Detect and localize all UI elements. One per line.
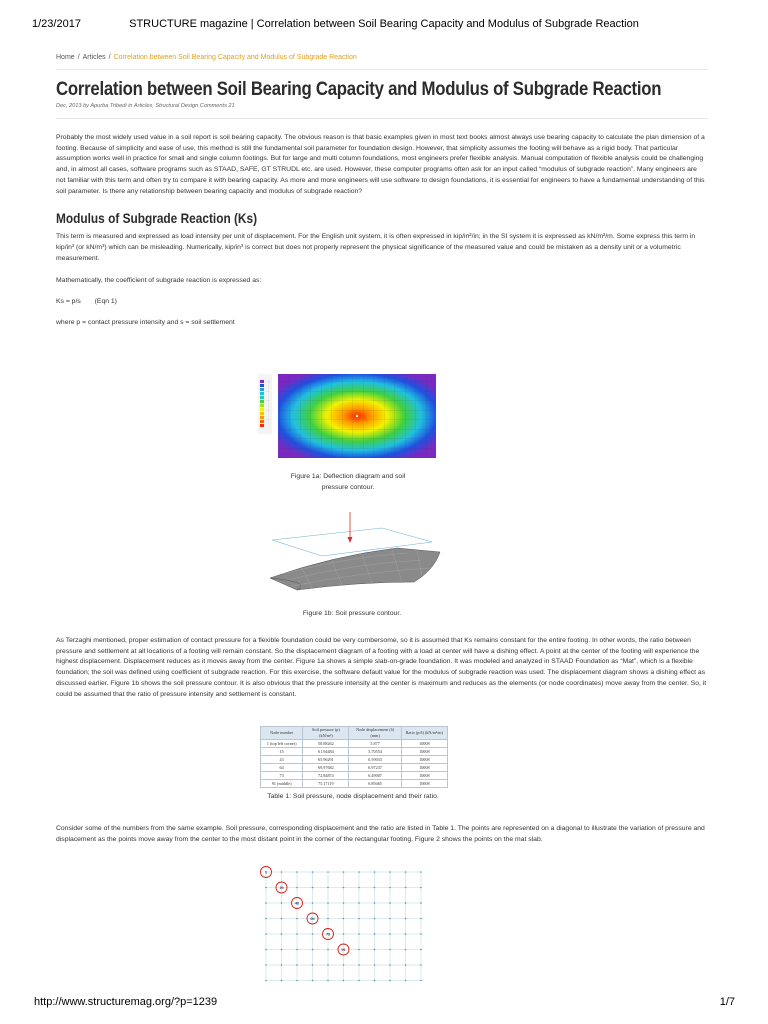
grid-node-dot xyxy=(358,918,360,920)
equation-expression: Ks = p/s xyxy=(56,298,81,306)
meta-in: in xyxy=(128,103,133,109)
numbers-paragraph: Consider some of the numbers from the same example. Soil pressure, corresponding displacement and the ratio are listed in Table 1. The points are represented on a diagonal to illustrate the variation of pressure and displacement as the points move away from the center to the most distant point in the corner of the rectangular footing. Figure 2 shows the points on the mat slab. xyxy=(56,825,705,843)
grid-node-dot xyxy=(405,918,407,920)
grid-node-dot xyxy=(374,980,376,982)
article-meta xyxy=(56,103,708,113)
grid-node-dot xyxy=(405,949,407,951)
grid-node-dot xyxy=(265,933,267,935)
grid-node-dot xyxy=(389,887,391,889)
node-label: 64 xyxy=(310,916,315,921)
table-cell: 10008 xyxy=(401,756,447,764)
grid-node-dot xyxy=(312,887,314,889)
grid-node-dot xyxy=(389,918,391,920)
node-label: 73 xyxy=(325,931,331,937)
table-cell: 10008 xyxy=(401,772,447,780)
grid-node-dot xyxy=(327,964,329,966)
print-page-number: 1/7 xyxy=(719,996,735,1008)
grid-node-dot xyxy=(312,949,314,951)
table-cell: 10008 xyxy=(401,764,447,772)
breadcrumb-separator: / xyxy=(108,54,111,61)
print-header xyxy=(0,18,768,32)
table-1 xyxy=(260,726,448,788)
math-intro-paragraph: Mathematically, the coefficient of subgrade reaction is expressed as: xyxy=(56,277,262,285)
table-1-caption: Table 1: Soil pressure, node displacement and their ratio. xyxy=(267,793,439,800)
grid-node-dot xyxy=(405,871,407,873)
grid-node-dot xyxy=(358,871,360,873)
grid-node-dot xyxy=(296,918,298,920)
table-cell: 10008 xyxy=(401,740,447,748)
grid-node-dot xyxy=(281,871,283,873)
grid-node-dot xyxy=(374,871,376,873)
grid-node-dot xyxy=(358,887,360,889)
grid-node-dot xyxy=(420,871,422,873)
grid-node-dot xyxy=(358,949,360,951)
grid-node-dot xyxy=(265,949,267,951)
grid-node-dot xyxy=(374,933,376,935)
grid-node-dot xyxy=(327,918,329,920)
article-date: Dec, 2013 xyxy=(56,103,82,109)
units-paragraph: This term is measured and expressed as load intensity per unit of displacement. For the English unit system, it is often expressed in kip/in²/in; in the SI system it is expressed as kN/m²/m. Some express this term in kip/in³ (or kN/m³) which can be misleading. Numerically, kip/in³ is correct but does not properly represent the physical significance of the measured value and could be mistaken as a density unit or a volumetric measurement. xyxy=(56,233,696,262)
figure-1a xyxy=(258,372,438,493)
figure-1a-caption: Figure 1a: Deflection diagram and soil pressure contour. xyxy=(290,473,406,491)
grid-node-dot xyxy=(374,964,376,966)
grid-node-dot xyxy=(374,918,376,920)
table-cell: 72.84874 xyxy=(303,772,349,780)
grid-node-dot xyxy=(265,887,267,889)
node-label: 1 xyxy=(264,869,268,875)
grid-node-dot xyxy=(312,902,314,904)
figure-2 xyxy=(258,866,438,988)
table-cell: 1 (top left corner) xyxy=(261,740,303,748)
table-cell: 43 xyxy=(261,756,303,764)
grid-node-dot xyxy=(358,902,360,904)
grid-node-dot xyxy=(389,902,391,904)
table-cell: 5.70554 xyxy=(349,748,401,756)
where-paragraph: where p = contact pressure intensity and s = soil settlement xyxy=(56,318,235,326)
equation-label: (Eqn 1) xyxy=(94,298,117,306)
breadcrumb xyxy=(56,52,708,64)
grid-node-dot xyxy=(343,980,345,982)
table-header-cell: Node number xyxy=(261,727,303,740)
grid-node-dot xyxy=(296,871,298,873)
table-row xyxy=(261,748,448,756)
grid-node-dot xyxy=(281,949,283,951)
grid-node-dot xyxy=(265,918,267,920)
grid-node-dot xyxy=(327,980,329,982)
table-cell: 61.94484 xyxy=(303,748,349,756)
grid-node-dot xyxy=(265,964,267,966)
grid-node-dot xyxy=(312,871,314,873)
grid-node-dot xyxy=(358,964,360,966)
article-categories-link[interactable]: Articles, Structural Design xyxy=(133,103,199,109)
grid-node-dot xyxy=(343,871,345,873)
article-title: Correlation between Soil Bearing Capacity and Modulus of Subgrade Reaction xyxy=(56,78,662,100)
grid-node-dot xyxy=(327,949,329,951)
table-cell: 73 xyxy=(261,772,303,780)
table-cell: 91 (middle) xyxy=(261,780,303,788)
table-cell: 58.88262 xyxy=(303,740,349,748)
grid-node-dot xyxy=(420,964,422,966)
grid-node-dot xyxy=(296,887,298,889)
node-label: 15 xyxy=(279,885,284,890)
table-cell: 75.17119 xyxy=(303,780,349,788)
grid-node-dot xyxy=(374,902,376,904)
grid-node-dot xyxy=(420,949,422,951)
grid-node-dot xyxy=(281,933,283,935)
grid-node-dot xyxy=(296,933,298,935)
grid-node-dot xyxy=(312,933,314,935)
grid-node-dot xyxy=(296,949,298,951)
article-comments-link[interactable]: Comments 21 xyxy=(199,103,235,109)
table-cell: 6.97237 xyxy=(349,764,401,772)
grid-node-dot xyxy=(327,887,329,889)
grid-node-dot xyxy=(265,980,267,982)
table-cell: 65.96291 xyxy=(303,756,349,764)
node-label: 43 xyxy=(294,900,300,906)
breadcrumb-articles-link[interactable]: Articles xyxy=(82,54,106,61)
print-date: 1/23/2017 xyxy=(32,18,81,30)
table-cell: 6.89465 xyxy=(349,780,401,788)
grid-node-dot xyxy=(281,918,283,920)
grid-node-dot xyxy=(389,949,391,951)
table-row xyxy=(261,740,448,748)
breadcrumb-home-link[interactable]: Home xyxy=(56,54,75,61)
table-header-cell: Ratio (p/δ) (kN/m²/m) xyxy=(401,727,447,740)
equation xyxy=(56,297,708,308)
terzaghi-paragraph: As Terzaghi mentioned, proper estimation of contact pressure for a flexible foundation could be very cumbersome, so it is assumed that Ks remains constant for the entire footing. In other words, the ratio between pressure and settlement at all locations of a footing will remain constant. So the displacement diagram of a footing with a load at center will have a dishing effect. A point at the center of the footing will experience the highest displacement. Displacement reduces as it moves away from the center. Figure 1a shows a simple slab-on-grade foundation. It was modeled and analyzed in STAAD Foundation as “Mat”, which is a flexible foundation; the soil was defined using coefficient of subgrade reaction. For this exercise, the software default value for the modulus of subgrade reaction was used. The displacement diagram shows a dishing effect as discussed earlier. Figure 1b shows the soil pressure contour. It is also obvious that the pressure intensity at the center is maximum and reduces as the elements (or node coordinates) move away from the center. So, it could be assumed that the ratio of pressure intensity and settlement is constant. xyxy=(56,637,707,698)
table-1-figure xyxy=(258,726,448,803)
print-url: http://www.structuremag.org/?p=1239 xyxy=(34,996,218,1008)
grid-node-dot xyxy=(281,980,283,982)
meta-by: by xyxy=(83,103,89,109)
grid-node-dot xyxy=(420,887,422,889)
soil-pressure-contour-image xyxy=(262,508,442,598)
grid-node-dot xyxy=(374,949,376,951)
grid-node-dot xyxy=(265,902,267,904)
grid-node-dot xyxy=(327,902,329,904)
table-header-cell: Node displacement (δ) (mm) xyxy=(349,727,401,740)
grid-node-dot xyxy=(420,902,422,904)
table-cell: 15 xyxy=(261,748,303,756)
table-header-row xyxy=(261,727,448,740)
grid-node-dot xyxy=(296,964,298,966)
mat-slab-grid-image xyxy=(258,866,438,988)
figure-1b xyxy=(262,508,442,620)
grid-node-dot xyxy=(405,964,407,966)
grid-node-dot xyxy=(389,933,391,935)
intro-paragraph: Probably the most widely used value in a soil report is soil bearing capacity. The obvious reason is that basic examples given in most text books almost always use bearing capacity to calculate the plan dimension of a footing. Because of simplicity and ease of use, this method is still the fundamental soil parameter for foundation design. However, that simplicity assumes the footing will behave as a rigid body. That particular assumption works well in practice for small and single column footings. But for large and multi column foundations, most engineers prefer flexible analysis. Manual computation of flexible analysis could be challenging and, in almost all cases, software programs such as STAAD, SAFE, GT STRUDL etc. are used. However, these computer programs often ask for an input called “modulus of subgrade reaction”. Many engineers are not familiar with this term and often try to compare it with bearing capacity. As more and more engineers will use software to design foundations, it is essential for engineers to have a fundamental understanding of this soil parameter. Is there any relationship between bearing capacity and modulus of subgrade reaction? xyxy=(56,134,705,195)
grid-node-dot xyxy=(312,964,314,966)
grid-node-dot xyxy=(358,980,360,982)
table-cell: 6.49007 xyxy=(349,772,401,780)
grid-node-dot xyxy=(343,902,345,904)
breadcrumb-separator: / xyxy=(77,54,80,61)
table-cell: 5.877 xyxy=(349,740,401,748)
node-label: 91 xyxy=(341,947,346,952)
table-row xyxy=(261,772,448,780)
breadcrumb-current: Correlation between Soil Bearing Capacity and Modulus of Subgrade Reaction xyxy=(113,54,357,61)
grid-node-dot xyxy=(389,871,391,873)
grid-node-dot xyxy=(374,887,376,889)
print-footer xyxy=(0,996,768,1010)
grid-node-dot xyxy=(420,980,422,982)
table-cell: 10008 xyxy=(401,748,447,756)
print-page-title: STRUCTURE magazine | Correlation between Soil Bearing Capacity and Modulus of Subgrade Reaction xyxy=(129,18,639,30)
article-content xyxy=(56,52,708,328)
grid-node-dot xyxy=(281,902,283,904)
grid-node-dot xyxy=(420,918,422,920)
grid-node-dot xyxy=(405,902,407,904)
section-heading: Modulus of Subgrade Reaction (Ks) xyxy=(56,211,258,227)
grid-node-dot xyxy=(405,887,407,889)
table-row xyxy=(261,780,448,788)
grid-node-dot xyxy=(420,933,422,935)
table-header-cell: Soil pressure (p) (kN/m²) xyxy=(303,727,349,740)
table-cell: 6.59033 xyxy=(349,756,401,764)
table-row xyxy=(261,756,448,764)
grid-node-dot xyxy=(358,933,360,935)
divider xyxy=(56,69,708,70)
table-cell: 69.97682 xyxy=(303,764,349,772)
grid-node-dot xyxy=(405,933,407,935)
table-cell: 10008 xyxy=(401,780,447,788)
divider xyxy=(56,118,708,119)
grid-node-dot xyxy=(405,980,407,982)
grid-node-dot xyxy=(389,980,391,982)
figure-1b-caption: Figure 1b: Soil pressure contour. xyxy=(302,610,402,617)
deflection-contour-image xyxy=(258,372,438,462)
grid-node-dot xyxy=(343,964,345,966)
grid-node-dot xyxy=(312,980,314,982)
article-author-link[interactable]: Apurba Tribedi xyxy=(90,103,127,109)
grid-node-dot xyxy=(343,933,345,935)
grid-node-dot xyxy=(343,918,345,920)
grid-node-dot xyxy=(343,887,345,889)
grid-node-dot xyxy=(389,964,391,966)
table-row xyxy=(261,764,448,772)
grid-node-dot xyxy=(327,871,329,873)
table-cell: 64 xyxy=(261,764,303,772)
grid-node-dot xyxy=(281,964,283,966)
grid-node-dot xyxy=(296,980,298,982)
